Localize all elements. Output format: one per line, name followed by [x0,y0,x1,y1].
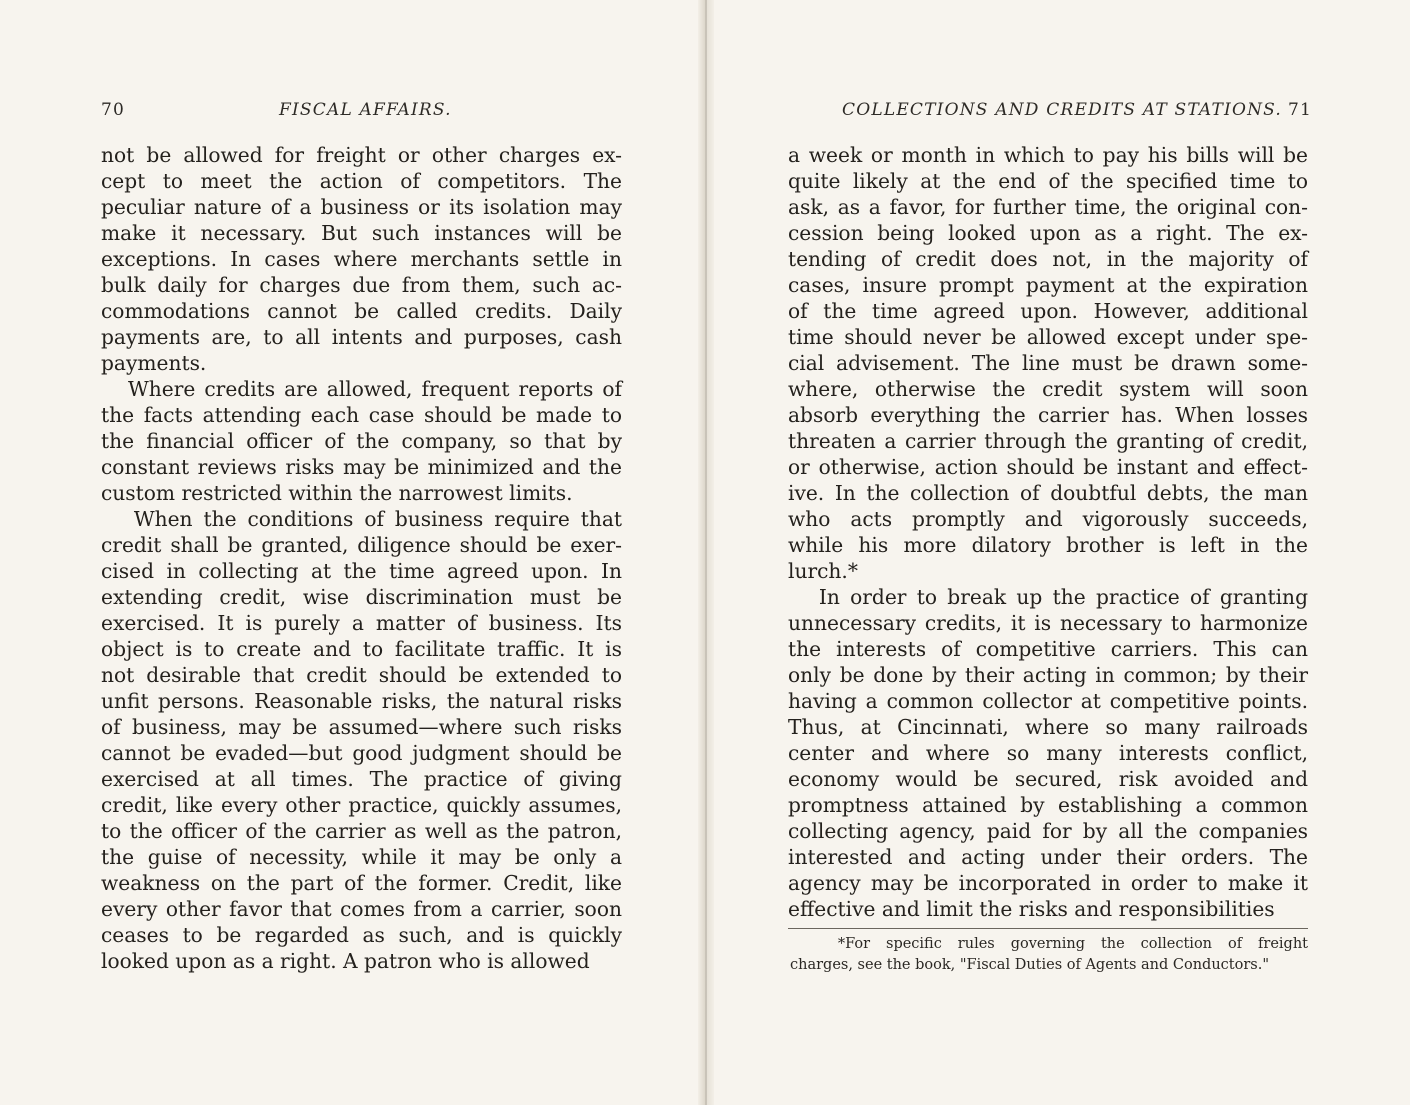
text-line: the interests of competitive carriers. This can [788,637,1308,661]
text-line: commodations cannot be called credits. Daily [101,299,622,323]
text-line: weakness on the part of the former. Credit, like [101,871,622,895]
text-line: exercised at all times. The practice of giving [101,767,622,791]
text-line: not be allowed for freight or other charges ex- [101,143,622,167]
text-line: the financial officer of the company, so that by [101,429,622,453]
text-line: cannot be evaded—but good judgment should be [101,741,622,765]
text-line: custom restricted within the narrowest limits. [101,481,573,505]
text-line: constant reviews risks may be minimized and the [101,455,622,479]
text-line: ask, as a favor, for further time, the original con- [788,195,1308,219]
text-line: only be done by their acting in common; by their [788,663,1308,687]
text-line: extending credit, wise discrimination must be [101,585,622,609]
page-number-left: 70 [101,100,126,120]
text-line: quite likely at the end of the specified time to [788,169,1308,193]
text-line: cept to meet the action of competitors. The [101,169,622,193]
text-line: ive. In the collection of doubtful debts, the man [788,481,1308,505]
text-line: tending of credit does not, in the majority of [788,247,1308,271]
running-head-right: COLLECTIONS AND CREDITS AT STATIONS. [842,100,1282,120]
text-line: effective and limit the risks and responsibilities [788,897,1275,921]
text-line: charges, see the book, "Fiscal Duties of Agents and Conductors." [790,957,1269,973]
text-line: interested and acting under their orders. The [788,845,1308,869]
left-body-text [101,142,622,974]
text-line: where, otherwise the credit system will soon [788,377,1308,401]
text-line: looked upon as a right. A patron who is allowed [101,949,590,973]
text-line: the facts attending each case should be made to [101,403,622,427]
text-line: of the time agreed upon. However, additional [788,299,1308,323]
text-line: or otherwise, action should be instant and effect- [788,455,1308,479]
text-line: absorb everything the carrier has. When losses [788,403,1308,427]
text-line: ceases to be regarded as such, and is quickly [101,923,622,947]
text-line: *For specific rules governing the collection of freight [790,936,1308,952]
text-line: collecting agency, paid for by all the companies [788,819,1308,843]
right-body-text [788,142,1308,922]
text-line: agency may be incorporated in order to make it [788,871,1308,895]
text-line: having a common collector at competitive points. [788,689,1308,713]
text-line: In order to break up the practice of granting [788,585,1308,609]
footnote-divider [788,928,1308,929]
text-line: promptness attained by establishing a common [788,793,1308,817]
page-number-right: 71 [1288,100,1313,120]
text-line: every other favor that comes from a carrier, soon [101,897,622,921]
right-page [706,0,1410,1105]
text-line: while his more dilatory brother is left in the [788,533,1308,557]
text-line: make it necessary. But such instances will be [101,221,622,245]
running-head-left: FISCAL AFFAIRS. [279,100,452,120]
left-page [0,0,704,1105]
text-line: exercised. It is purely a matter of business. Its [101,611,622,635]
text-line: exceptions. In cases where merchants settle in [101,247,622,271]
text-line: the guise of necessity, while it may be only a [101,845,622,869]
text-line: Thus, at Cincinnati, where so many railroads [788,715,1308,739]
text-line: not desirable that credit should be extended to [101,663,622,687]
text-line: unnecessary credits, it is necessary to harmonize [788,611,1308,635]
text-line: unfit persons. Reasonable risks, the natural risks [101,689,622,713]
text-line: lurch.* [788,559,858,583]
text-line: cial advisement. The line must be drawn some- [788,351,1308,375]
text-line: payments. [101,351,207,375]
text-line: Where credits are allowed, frequent reports of [101,377,622,401]
text-line: to the officer of the carrier as well as the patron, [101,819,622,843]
text-line: When the conditions of business require that [101,507,622,531]
text-line: cases, insure prompt payment at the expiration [788,273,1308,297]
footnote [790,934,1308,976]
book-gutter [698,0,714,1105]
text-line: cised in collecting at the time agreed upon. In [101,559,622,583]
text-line: center and where so many interests conflict, [788,741,1308,765]
text-line: cession being looked upon as a right. The ex- [788,221,1308,245]
text-line: credit shall be granted, diligence should be exer- [101,533,622,557]
text-line: credit, like every other practice, quickly assumes, [101,793,622,817]
text-line: of business, may be assumed—where such risks [101,715,622,739]
text-line: peculiar nature of a business or its isolation may [101,195,622,219]
text-line: a week or month in which to pay his bills will be [788,143,1308,167]
text-line: payments are, to all intents and purposes, cash [101,325,622,349]
text-line: bulk daily for charges due from them, such ac- [101,273,622,297]
text-line: object is to create and to facilitate traffic. It is [101,637,622,661]
text-line: who acts promptly and vigorously succeeds, [788,507,1308,531]
text-line: threaten a carrier through the granting of credit, [788,429,1308,453]
text-line: economy would be secured, risk avoided and [788,767,1308,791]
text-line: time should never be allowed except under spe- [788,325,1308,349]
